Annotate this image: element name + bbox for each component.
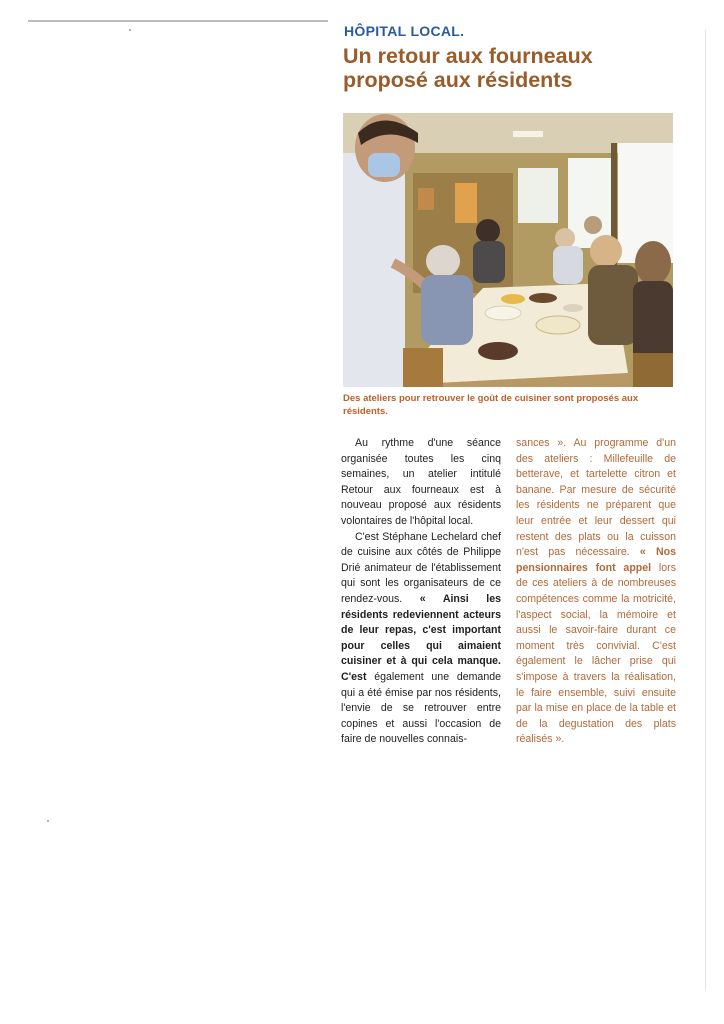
article-photo bbox=[343, 113, 673, 387]
scan-edge-top bbox=[28, 20, 328, 22]
scan-edge-right bbox=[705, 30, 706, 990]
scan-speck bbox=[129, 29, 131, 31]
paragraph: Au rythme d'une séance organisée toutes les cinq semaines, un atelier intitulé Retour aux fourneaux est à nouveau proposé aux résidents volontaires de l'hôpital local. bbox=[341, 437, 501, 527]
quote-text: « Ainsi les résidents redeviennent acteurs de leur repas, c'est important pour celles qui aimaient cuisiner et à qui cela manque. C'est bbox=[341, 592, 502, 683]
article-column-right bbox=[516, 436, 676, 748]
article-kicker: HÔPITAL LOCAL. bbox=[344, 23, 465, 39]
article-headline: Un retour aux fourneaux proposé aux résidents bbox=[343, 44, 593, 92]
paragraph-text: sances ». Au programme d'un des ateliers : Millefeuille de betterave, et tartelette citron et banane. Par mesure de sécurité les résidents ne préparent que leur entrée et leur dessert qui restent des plats ou la cuisson n'est pas nécessaire. bbox=[516, 437, 676, 559]
photo-caption: Des ateliers pour retrouver le goût de cuisiner sont proposés aux résidents. bbox=[343, 393, 639, 417]
paragraph-text: également une demande qui a été émise par nos résidents, l'envie de se retrouver entre copines et aussi l'occasion de faire de nouvelles connais- bbox=[341, 670, 501, 746]
paragraph-text: C'est Stéphane Lechelard chef de cuisine aux côtés de Philippe Drié animateur de l'établissement qui sont les organisateurs de ce rendez-vous. bbox=[341, 530, 501, 605]
article-column-left bbox=[341, 436, 501, 748]
paragraph-text: lors de ces ateliers à de nombreuses compétences comme la motricité, l'aspect social, la mémoire et aussi le savoir-faire durant ce moment très convivial. C'est également le lâcher prise qui s'impose à travers la réalisation, le faire ensemble, suivi ensuite par la mise en place de la table et de la degustation des plats réalisés ». bbox=[516, 561, 676, 746]
paragraph bbox=[341, 530, 501, 748]
scan-speck bbox=[47, 820, 49, 822]
quote-text: « Nos pensionnaires font appel bbox=[516, 546, 676, 574]
paragraph bbox=[516, 436, 676, 748]
